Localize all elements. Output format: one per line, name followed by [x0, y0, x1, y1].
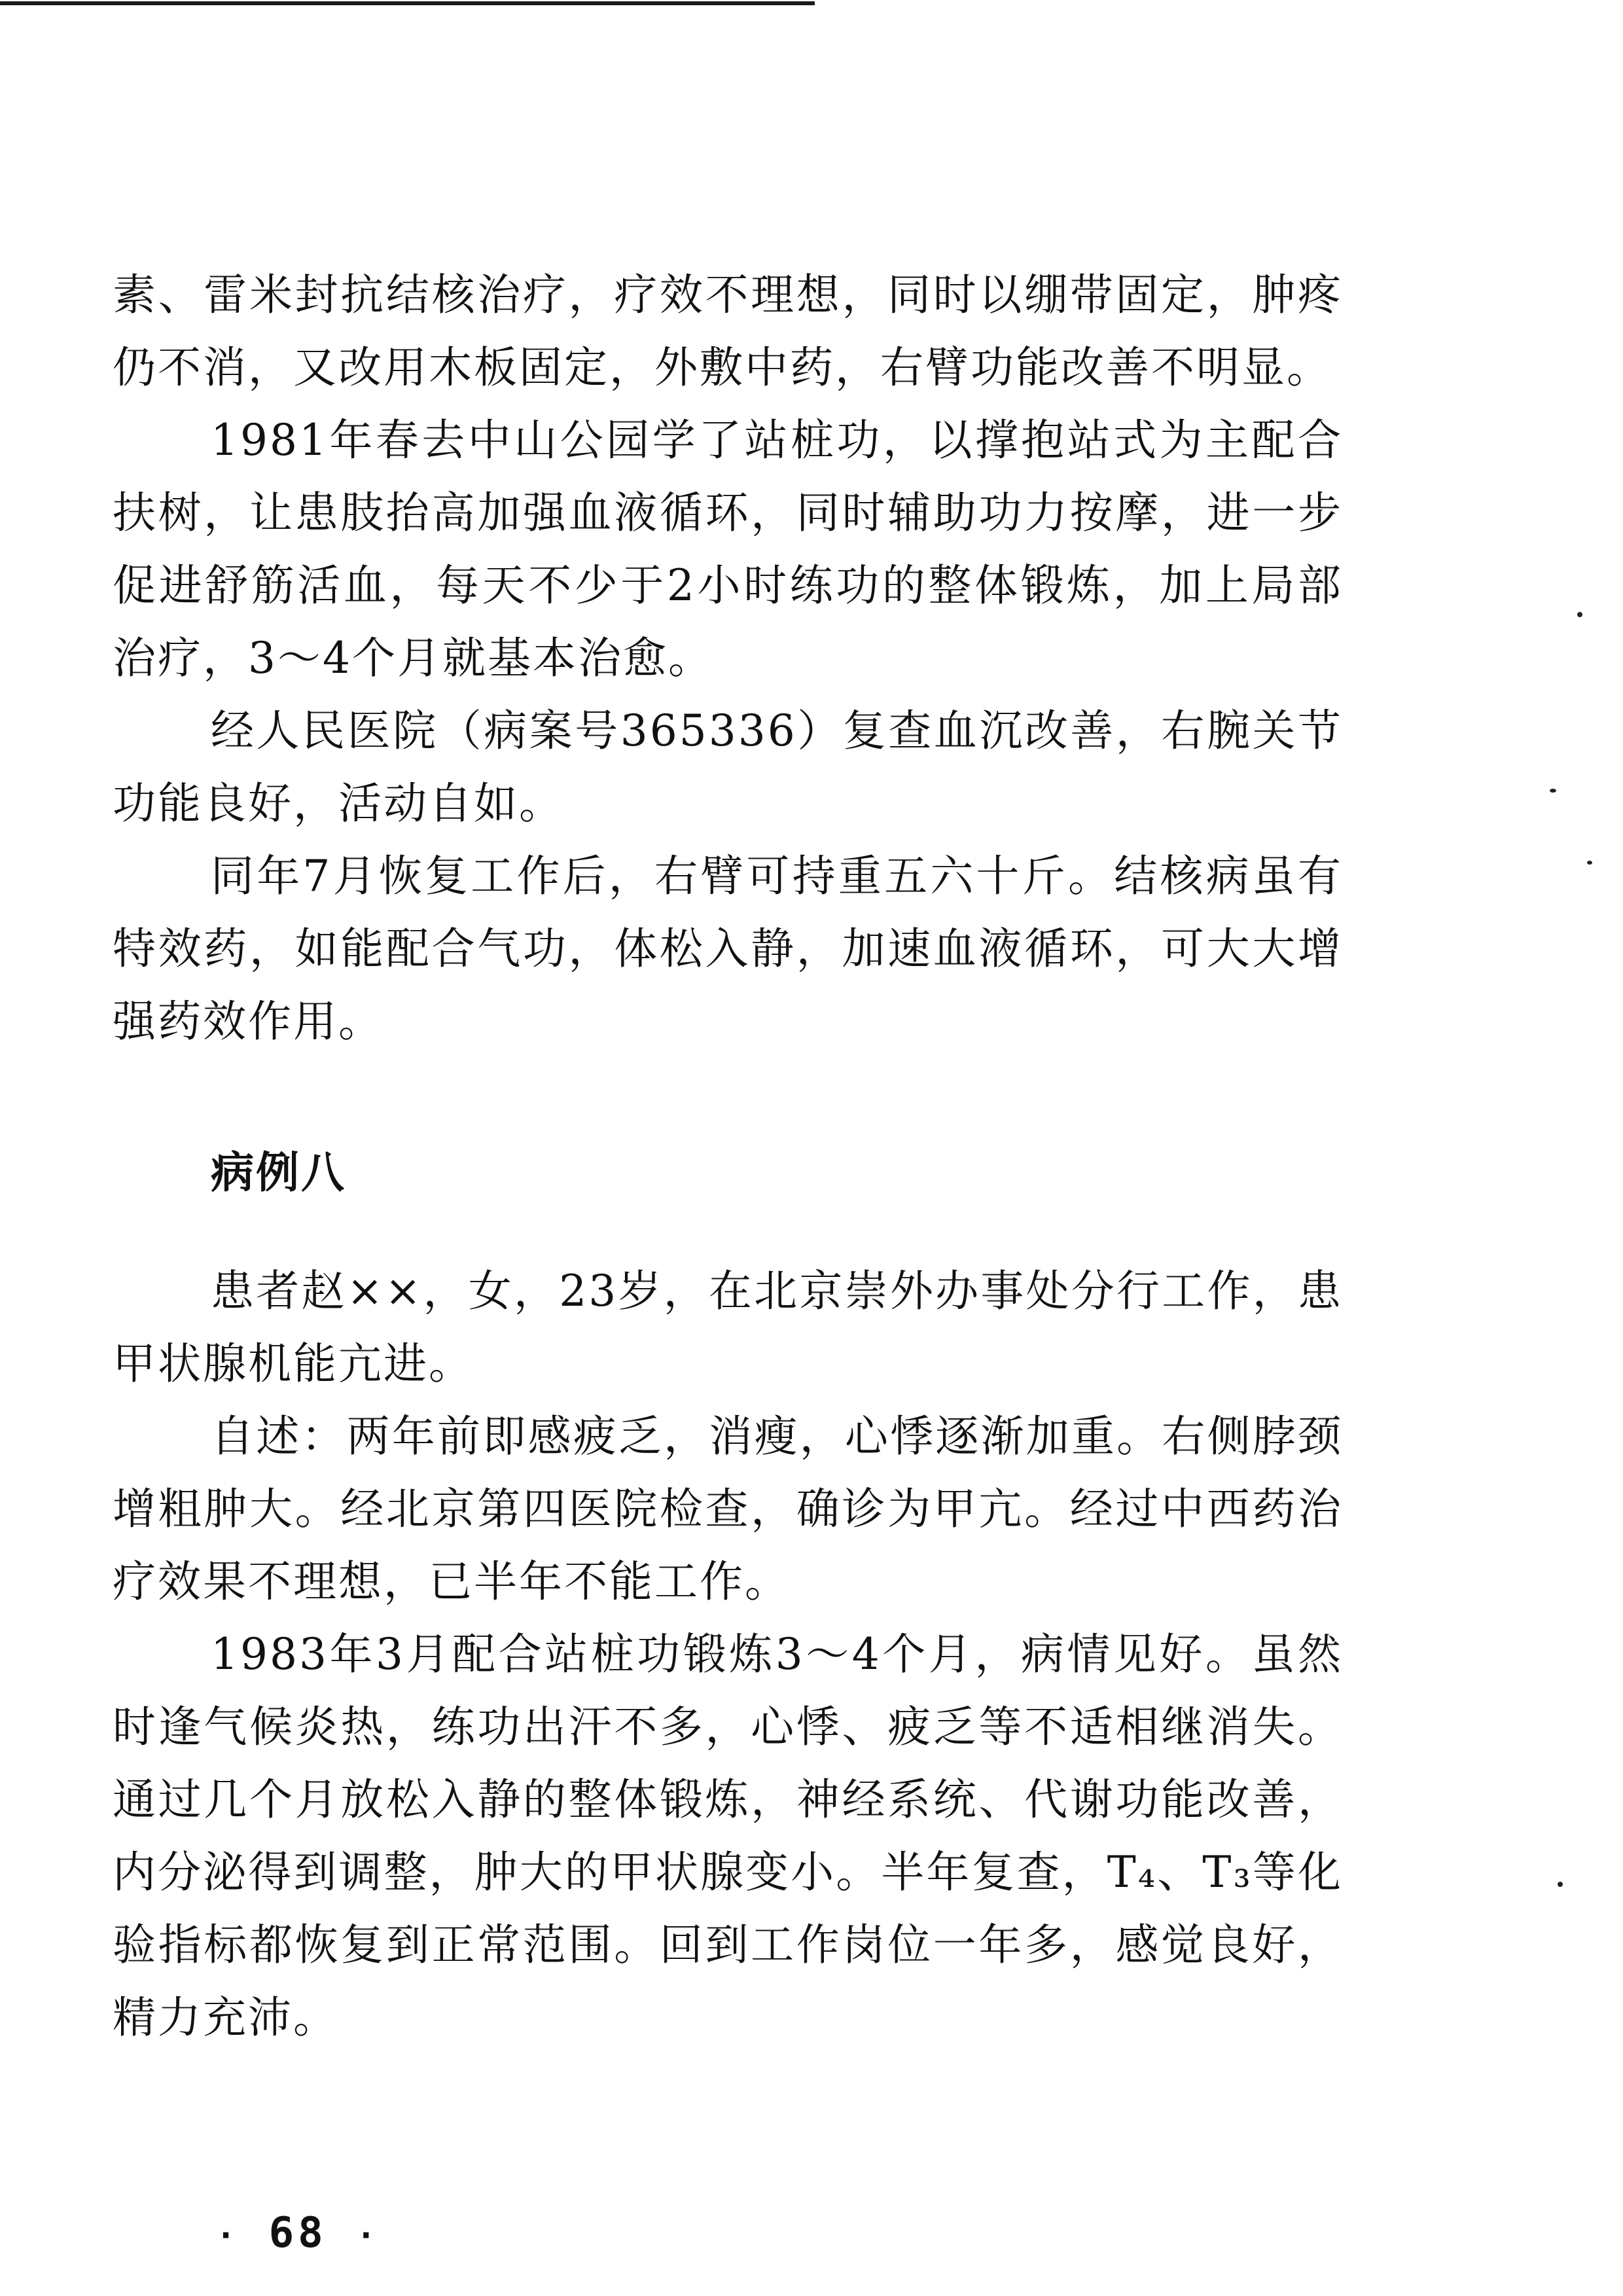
scan-speck [1558, 1882, 1563, 1887]
page-number-dot-right: · [356, 2216, 380, 2255]
page-number-dot-left: · [216, 2216, 240, 2255]
page-body [113, 259, 1343, 2054]
paragraph-1981: 1981年春去中山公园学了站桩功，以撑抱站式为主配合扶树，让患肢抬高加强血液循环，同时辅助功力按摩，进一步促进舒筋活血，每天不少于2小时练功的整体锻炼，加上局部治疗，3～4个月就基本治愈。 [113, 415, 1343, 683]
case-heading: 病例八 [211, 1147, 346, 1198]
scan-speck [1550, 789, 1556, 793]
paragraph-hospital-recheck: 经人民医院（病案号365336）复查血沉改善，右腕关节功能良好，活动自如。 [113, 706, 1343, 829]
case-paragraph-self-report: 自述：两年前即感疲乏，消瘦，心悸逐渐加重。右侧脖颈增粗肿大。经北京第四医院检查，确诊为甲亢。经过中西药治疗效果不理想，已半年不能工作。 [113, 1411, 1343, 1607]
scan-speck [1577, 612, 1582, 617]
page-number-value: 68 [268, 2209, 327, 2257]
scan-speck [1587, 861, 1592, 865]
top-rule [0, 1, 815, 5]
paragraph-recovery: 同年7月恢复工作后，右臂可持重五六十斤。结核病虽有特效药，如能配合气功，体松入静，加速血液循环，可大大增强药效作用。 [113, 851, 1343, 1047]
page-number [216, 2209, 380, 2257]
paragraph-continued: 素、雷米封抗结核治疗，疗效不理想，同时以绷带固定，肿疼仍不消，又改用木板固定，外敷中药，右臂功能改善不明显。 [113, 270, 1343, 393]
case-paragraph-patient: 患者赵××，女，23岁，在北京崇外办事处分行工作，患甲状腺机能亢进。 [113, 1266, 1343, 1389]
case-paragraph-1983: 1983年3月配合站桩功锻炼3～4个月，病情见好。虽然时逢气候炎热，练功出汗不多，心悸、疲乏等不适相继消失。通过几个月放松入静的整体锻炼，神经系统、代谢功能改善，内分泌得到调整，肿大的甲状腺变小。半年复查，T₄、T₃等化验指标都恢复到正常范围。回到工作岗位一年多，感觉良好，精力充沛。 [113, 1629, 1343, 2043]
